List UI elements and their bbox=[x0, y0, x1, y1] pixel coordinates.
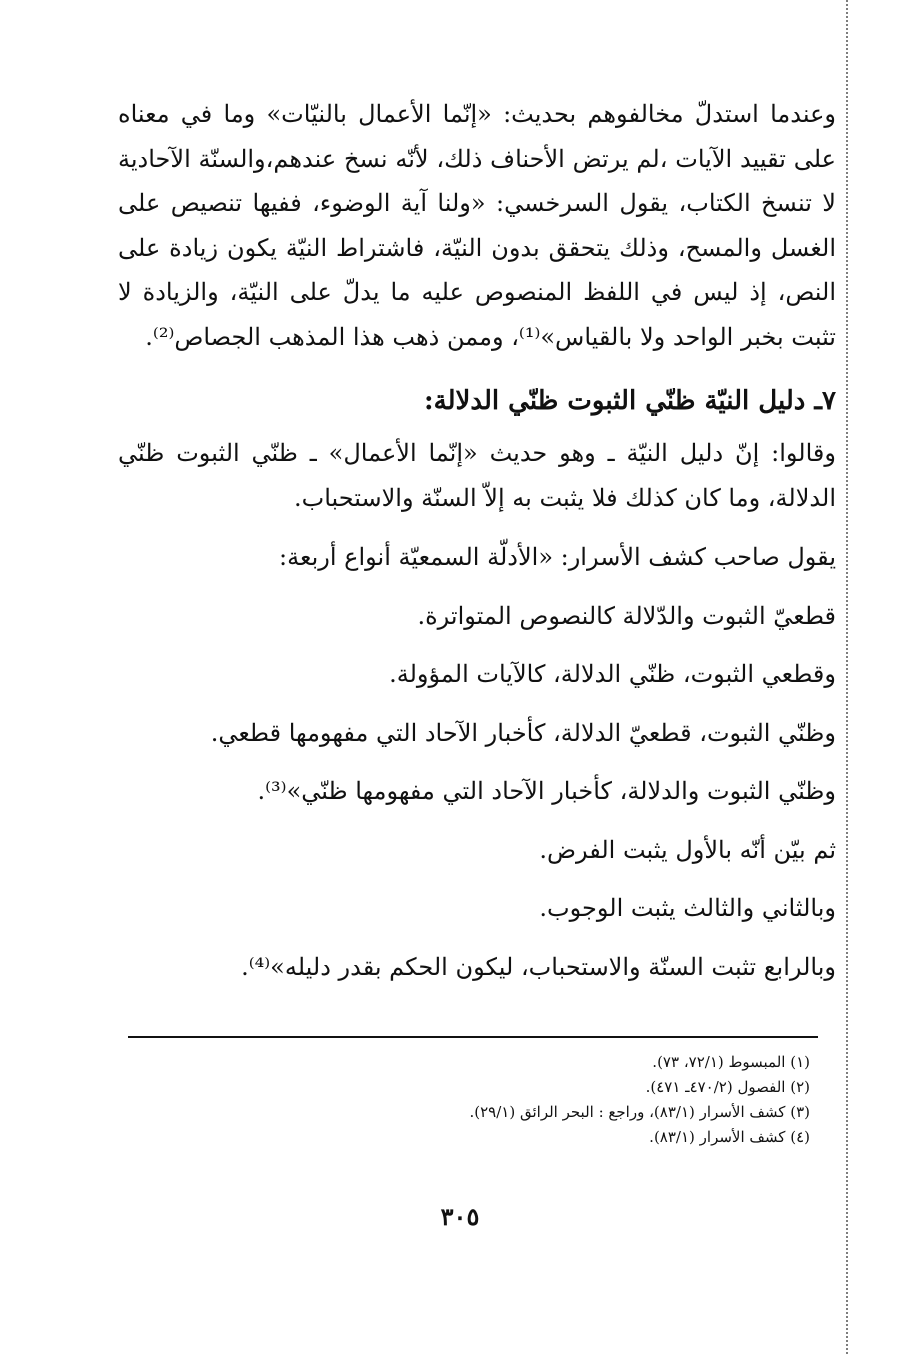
quote-line-2: قطعيّ الثبوت والدّلالة كالنصوص المتواترة. bbox=[417, 601, 836, 630]
quote-line-5: وظنّي الثبوت والدلالة، كأخبار الآحاد التي مفهومها ظنّي»⁽³⁾. bbox=[257, 777, 836, 805]
page-number: ٣٠٥ bbox=[440, 1202, 480, 1231]
footnote-1: (١) المبسوط (٧٢/١، ٧٣). bbox=[652, 1053, 810, 1071]
footnote-3: (٣) كشف الأسرار (٨٣/١)، وراجع : البحر الرائق (٢٩/١). bbox=[469, 1103, 810, 1121]
quote-line-6: ثم بيّن أنّه بالأول يثبت الفرض. bbox=[539, 835, 836, 864]
footnote-separator bbox=[128, 1036, 818, 1038]
spacer bbox=[118, 520, 836, 528]
paragraph-2: وقالوا: إنّ دليل النيّة ـ وهو حديث «إنّما الأعمال» ـ ظنّي الثبوت ظنّي الدلالة، وما كان كذلك فلا يثبت به إلاّ السنّة والاستحباب. bbox=[118, 439, 836, 512]
footnote-4: (٤) كشف الأسرار (٨٣/١). bbox=[649, 1128, 810, 1146]
footnotes bbox=[250, 1050, 810, 1150]
page-body bbox=[118, 92, 836, 996]
quote-line-8: وبالرابع تثبت السنّة والاستحباب، ليكون الحكم بقدر دليله»⁽⁴⁾. bbox=[241, 952, 836, 981]
quote-line-1: يقول صاحب كشف الأسرار: «الأدلّة السمعيّة أنواع أربعة: bbox=[279, 543, 836, 571]
page-edge-dotted-line bbox=[846, 0, 848, 1354]
quote-line-7: وبالثاني والثالث يثبت الوجوب. bbox=[539, 894, 836, 922]
quote-line-4: وظنّي الثبوت، قطعيّ الدلالة، كأخبار الآحاد التي مفهومها قطعي. bbox=[210, 718, 836, 747]
quote-line-3: وقطعي الثبوت، ظنّي الدلالة، كالآيات المؤولة. bbox=[389, 660, 836, 688]
paragraph-1: وعندما استدلّ مخالفوهم بحديث: «إنّما الأعمال بالنيّات» وما في معناه على تقييد الآيات ،لم يرتض الأحناف ذلك، لأنّه نسخ عندهم،والسنّة الآحادية لا تنسخ الكتاب، يقول السرخسي: «ولنا آية الوضوء، ففيها تنصيص على الغسل والمسح، وذلك يتحقق بدون النيّة، فاشتراط النيّة يكون زيادة على النص، إذ ليس في اللفظ المنصوص عليه ما يدلّ على النيّة، والزيادة لا تثبت بخبر الواحد ولا بالقياس»⁽¹⁾، وممن ذهب هذا المذهب الجصاص⁽²⁾. bbox=[118, 100, 836, 351]
footnote-2: (٢) الفصول (٤٧٠/٢ـ ٤٧١). bbox=[645, 1078, 810, 1096]
quoted-lines bbox=[118, 528, 836, 996]
section-heading: ٧ـ دليل النيّة ظنّي الثبوت ظنّي الدلالة: bbox=[424, 386, 836, 416]
